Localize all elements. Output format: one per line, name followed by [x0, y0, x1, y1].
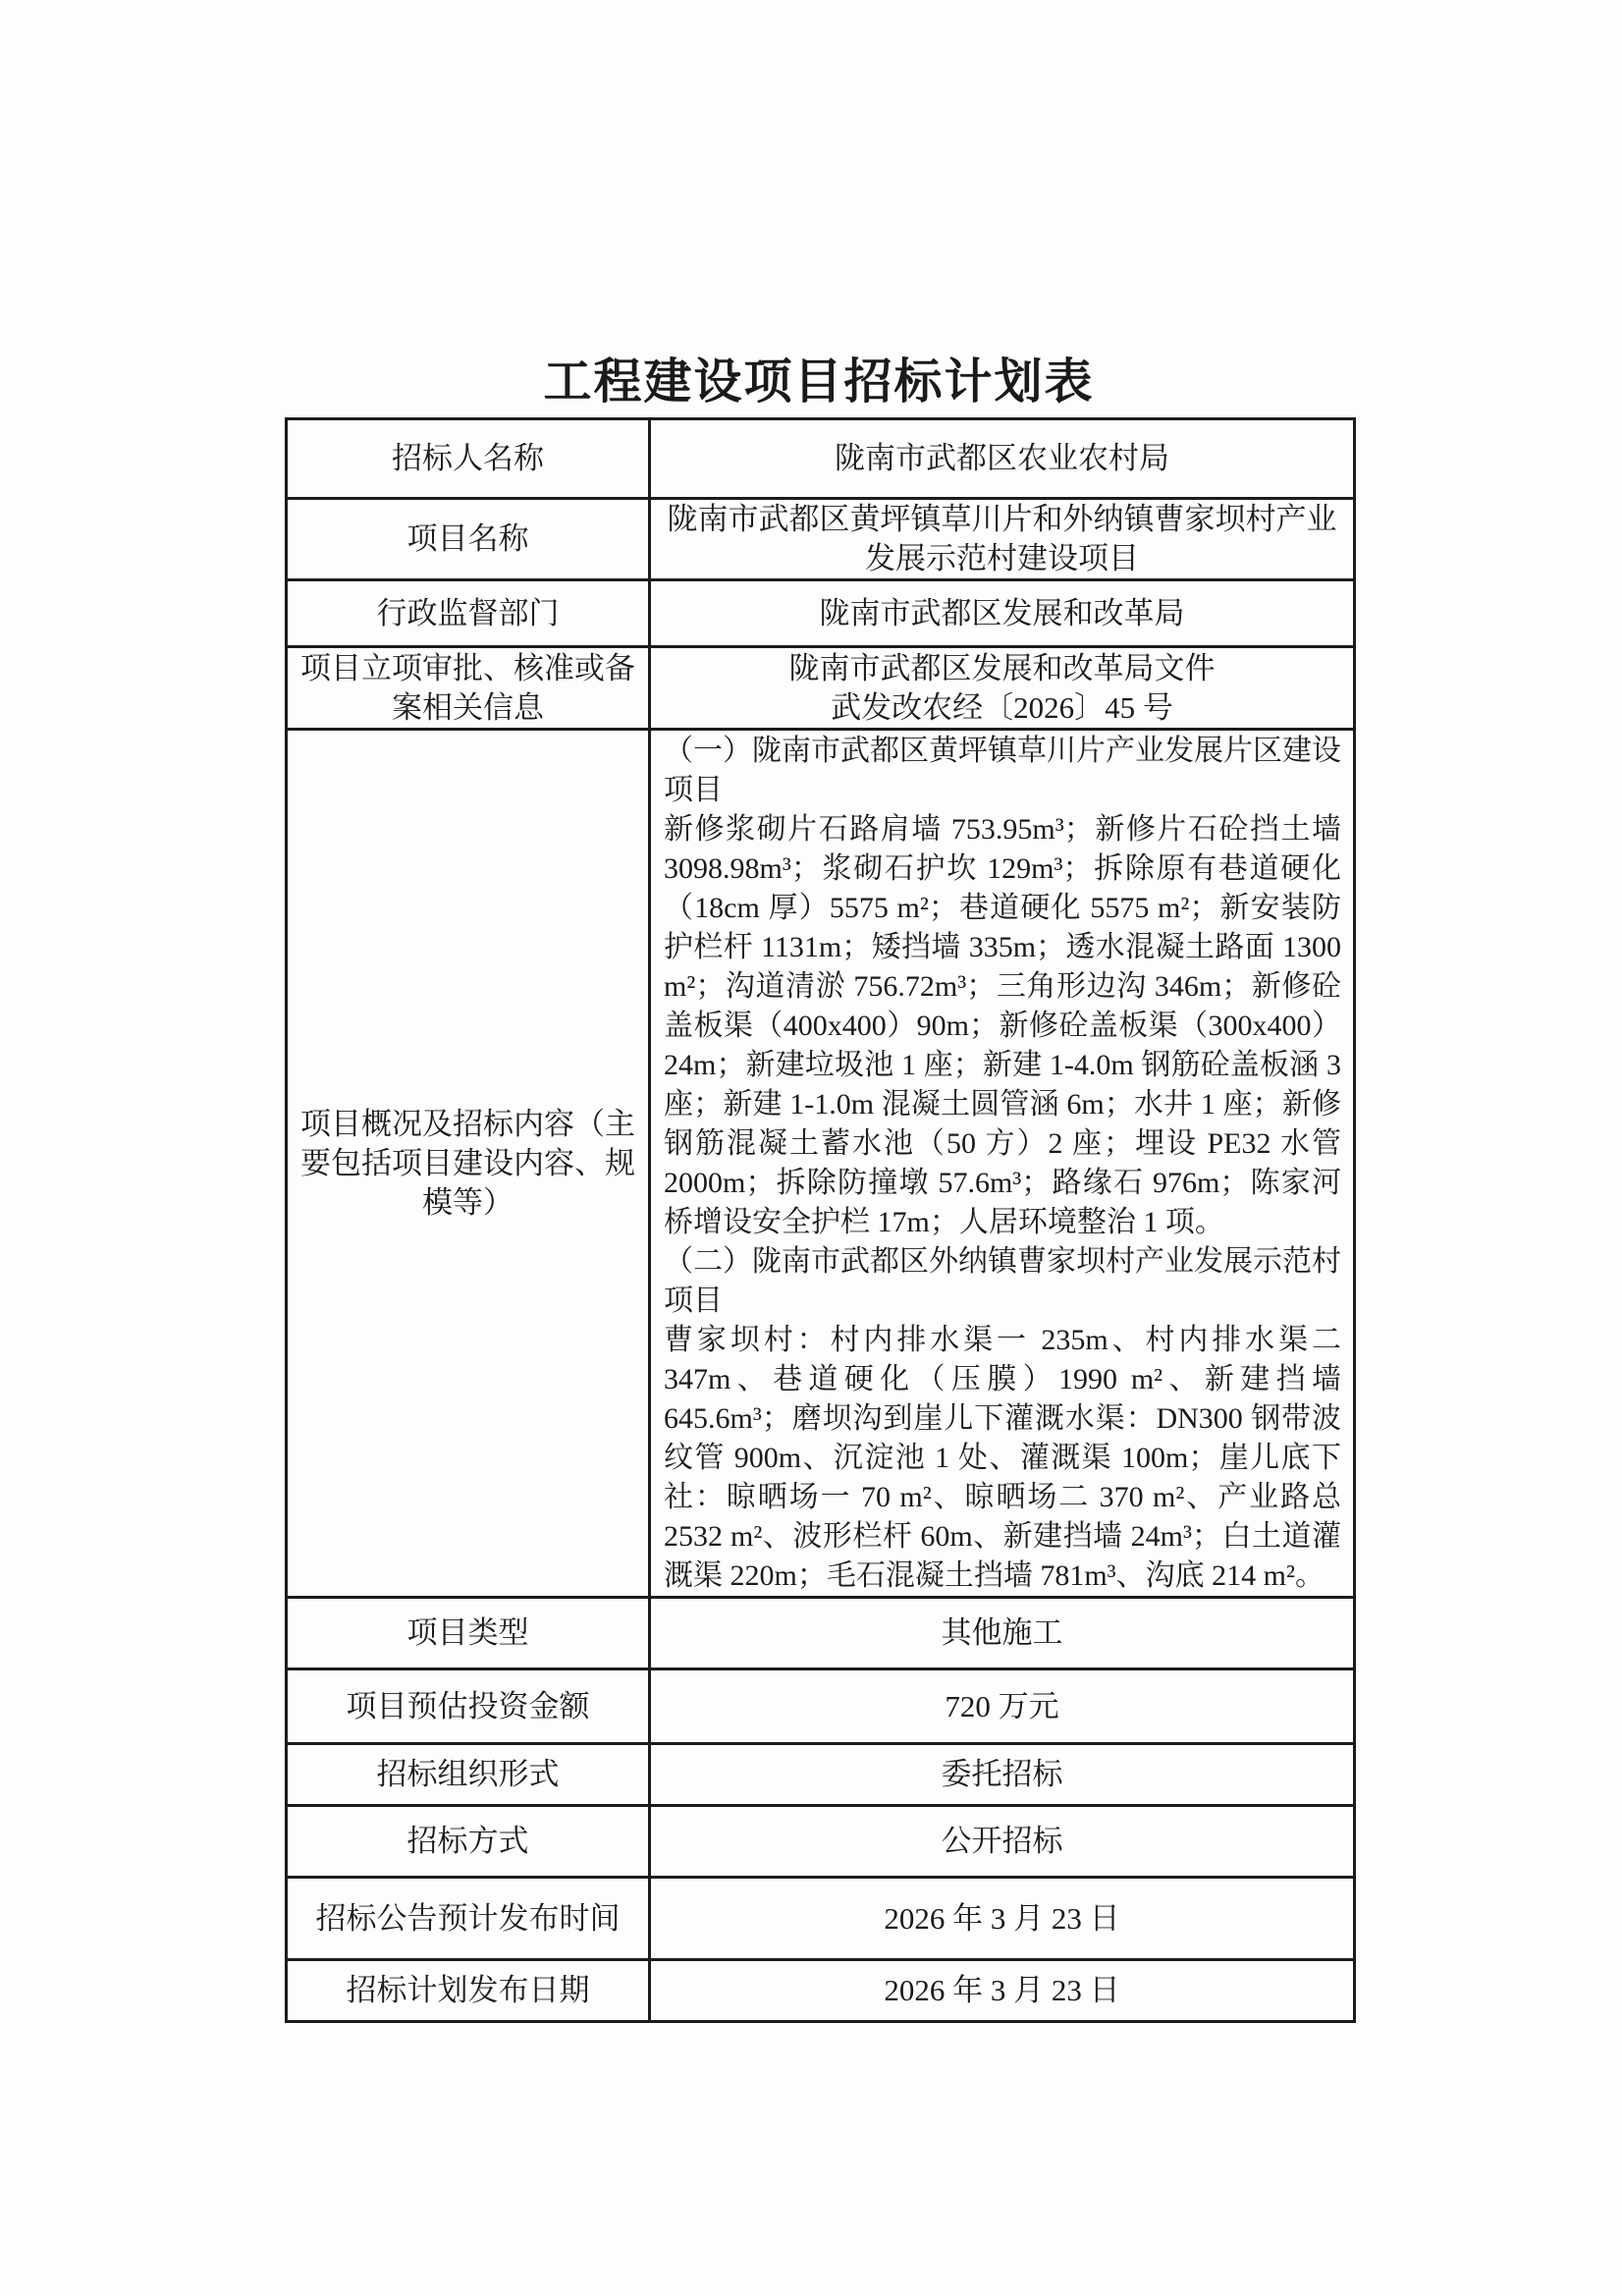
- table-row-plan-release-date: [287, 1960, 1355, 2022]
- value-line: 陇南市武都区发展和改革局文件: [788, 650, 1216, 685]
- table-row-bidder-name: [287, 419, 1355, 499]
- overview-paragraph: （一）陇南市武都区黄坪镇草川片产业发展片区建设项目: [664, 735, 1341, 806]
- row-value: 2026 年 3 月 23 日: [650, 1960, 1355, 2022]
- table-row-announcement-expected-date: [287, 1878, 1355, 1960]
- row-value: 委托招标: [650, 1744, 1355, 1806]
- row-value: [650, 730, 1355, 1598]
- row-value: 2026 年 3 月 23 日: [650, 1878, 1355, 1960]
- row-label: 招标方式: [287, 1806, 650, 1878]
- row-label: 招标组织形式: [287, 1744, 650, 1806]
- value-line: 发展示范村建设项目: [865, 541, 1139, 575]
- row-label: 项目预估投资金额: [287, 1669, 650, 1744]
- row-value: 陇南市武都区农业农村局: [650, 419, 1355, 499]
- row-value: 720 万元: [650, 1669, 1355, 1744]
- table-row-bidding-method: [287, 1806, 1355, 1878]
- overview-paragraph: （二）陇南市武都区外纳镇曹家坝村产业发展示范村项目: [664, 1245, 1341, 1317]
- table-row-supervising-department: [287, 580, 1355, 647]
- row-label: 项目类型: [287, 1598, 650, 1669]
- page-title: 工程建设项目招标计划表: [543, 355, 1095, 409]
- row-label: 招标公告预计发布时间: [287, 1878, 650, 1960]
- row-label: 行政监督部门: [287, 580, 650, 647]
- row-label: 项目概况及招标内容（主要包括项目建设内容、规模等）: [287, 730, 650, 1598]
- table-row-project-overview: [287, 730, 1355, 1598]
- row-value: [650, 499, 1355, 580]
- row-label: 招标人名称: [287, 419, 650, 499]
- table-row-estimated-investment: [287, 1669, 1355, 1744]
- bidding-plan-table: [285, 417, 1356, 2023]
- value-line: 武发改农经〔2026〕45 号: [831, 689, 1173, 725]
- overview-paragraph: 新修浆砌片石路肩墙 753.95m³；新修片石砼挡土墙 3098.98m³；浆砌石护坎 129m³；拆除原有巷道硬化（18cm 厚）5575 m²；巷道硬化 5575 m²；新安装防护栏杆 1131m；矮挡墙 335m；透水混凝土路面 1300 m²；沟道清淤 756.72m³；三角形边沟 346m；新修砼盖板渠（400x400）90m；新修砼盖板渠（300x400）24m；新建垃圾池 1 座；新建 1-4.0m 钢筋砼盖板涵 3 座；新建 1-1.0m 混凝土圆管涵 6m；水井 1 座；新修钢筋混凝土蓄水池（50 方）2 座；埋设 PE32 水管 2000m；拆除防撞墩 57.6m³；路缘石 976m；陈家河桥增设安全护栏 17m；人居环境整治 1 项。: [664, 813, 1341, 1238]
- row-label: 招标计划发布日期: [287, 1960, 650, 2022]
- row-label: 项目名称: [287, 499, 650, 580]
- row-value: 其他施工: [650, 1598, 1355, 1669]
- table-row-project-type: [287, 1598, 1355, 1669]
- table-row-approval-info: [287, 647, 1355, 730]
- overview-paragraph: 曹家坝村：村内排水渠一 235m、村内排水渠二 347m、巷道硬化（压膜）1990 m²、新建挡墙 645.6m³；磨坝沟到崖儿下灌溉水渠：DN300 钢带波纹管 900m、沉淀池 1 处、灌溉渠 100m；崖儿底下社：晾晒场一 70 m²、晾晒场二 370 m²、产业路总 2532 m²、波形栏杆 60m、新建挡墙 24m³；白土道灌溉渠 220m；毛石混凝土挡墙 781m³、沟底 214 m²。: [664, 1324, 1341, 1592]
- row-value: 公开招标: [650, 1806, 1355, 1878]
- row-label: 项目立项审批、核准或备案相关信息: [287, 647, 650, 730]
- table-row-bidding-organization-form: [287, 1744, 1355, 1806]
- value-line: 陇南市武都区黄坪镇草川片和外纳镇曹家坝村产业: [667, 502, 1337, 536]
- row-value: [650, 647, 1355, 730]
- table-row-project-name: [287, 499, 1355, 580]
- row-value: 陇南市武都区发展和改革局: [650, 580, 1355, 647]
